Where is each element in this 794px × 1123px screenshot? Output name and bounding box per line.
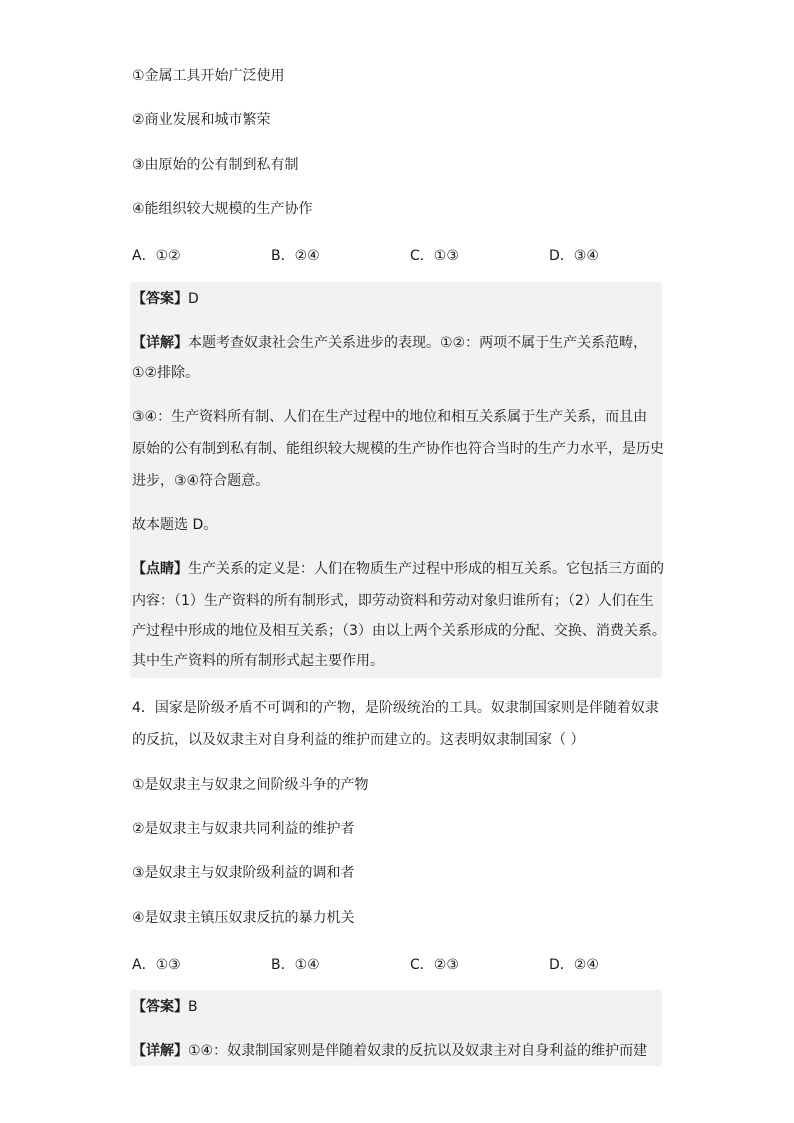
answer-value: B xyxy=(188,999,198,1015)
q4-item-4: ④是奴隶主镇压奴隶反抗的暴力机关 xyxy=(132,910,355,926)
answer-tag: 【答案】 xyxy=(132,999,188,1015)
detail-text: ①④：奴隶制国家则是伴随着奴隶的反抗以及奴隶主对自身利益的维护而建 xyxy=(188,1043,648,1059)
q3-option-d: D．③④ xyxy=(549,248,599,264)
q3-detail2-line-2: 原始的公有制到私有制、能组织较大规模的生产协作也符合当时的生产力水平，是历史 xyxy=(132,441,664,457)
q4-option-b: B．①④ xyxy=(271,957,320,973)
q3-item-2: ②商业发展和城市繁荣 xyxy=(132,112,271,128)
q3-answer-box xyxy=(130,282,666,678)
detail-text: 本题考查奴隶社会生产关系进步的表现。①②：两项不属于生产关系范畴， xyxy=(188,335,648,351)
q4-answer xyxy=(132,992,660,1022)
q3-options xyxy=(132,245,662,265)
q3-note-line-4: 其中生产资料的所有制形式起主要作用。 xyxy=(132,653,384,669)
q4-options xyxy=(132,954,662,974)
q3-option-c: C．①③ xyxy=(410,248,459,264)
q4-item-2: ②是奴隶主与奴隶共同利益的维护者 xyxy=(132,821,355,837)
q3-option-b: B．②④ xyxy=(271,248,320,264)
answer-tag: 【答案】 xyxy=(132,291,188,307)
q3-detail-line-1 xyxy=(132,328,660,358)
q3-answer xyxy=(132,284,660,314)
q4-option-d: D．②④ xyxy=(549,957,599,973)
q3-detail2-line-3: 进步，③④符合题意。 xyxy=(132,473,270,489)
q4-item-3: ③是奴隶主与奴隶阶级利益的调和者 xyxy=(132,865,355,881)
q3-item-1: ①金属工具开始广泛使用 xyxy=(132,68,285,84)
q4-answer-box xyxy=(130,990,662,1066)
detail-tag: 【详解】 xyxy=(132,1043,188,1059)
q3-item-4: ④能组织较大规模的生产协作 xyxy=(132,201,313,217)
q3-note-line-2: 内容：（1）生产资料的所有制形式，即劳动资料和劳动对象归谁所有；（2）人们在生 xyxy=(132,593,654,609)
q4-item-1: ①是奴隶主与奴隶之间阶级斗争的产物 xyxy=(132,777,369,793)
q3-detail-line-2: ①②排除。 xyxy=(132,365,200,381)
note-text: 生产关系的定义是：人们在物质生产过程中形成的相互关系。它包括三方面的 xyxy=(188,561,664,577)
detail-tag: 【详解】 xyxy=(132,335,188,351)
q4-stem-line-1: 4．国家是阶级矛盾不可调和的产物，是阶级统治的工具。奴隶制国家则是伴随着奴隶 xyxy=(132,700,659,716)
q3-option-a: A．①② xyxy=(132,248,181,264)
q3-detail2-line-1: ③④：生产资料所有制、人们在生产过程中的地位和相互关系属于生产关系，而且由 xyxy=(132,409,648,425)
q4-detail-line-1 xyxy=(132,1036,660,1066)
q3-note-line-3: 产过程中形成的地位及相互关系；（3）由以上两个关系形成的分配、交换、消费关系。 xyxy=(132,623,666,639)
note-tag: 【点睛】 xyxy=(132,561,188,577)
q3-conclusion: 故本题选 D。 xyxy=(132,517,218,533)
q4-stem-line-2: 的反抗，以及奴隶主对自身利益的维护而建立的。这表明奴隶制国家（ ） xyxy=(132,732,585,748)
q4-option-c: C．②③ xyxy=(410,957,459,973)
q3-item-3: ③由原始的公有制到私有制 xyxy=(132,157,299,173)
q4-option-a: A．①③ xyxy=(132,957,181,973)
q3-note-line-1 xyxy=(132,554,664,584)
answer-value: D xyxy=(188,291,199,307)
